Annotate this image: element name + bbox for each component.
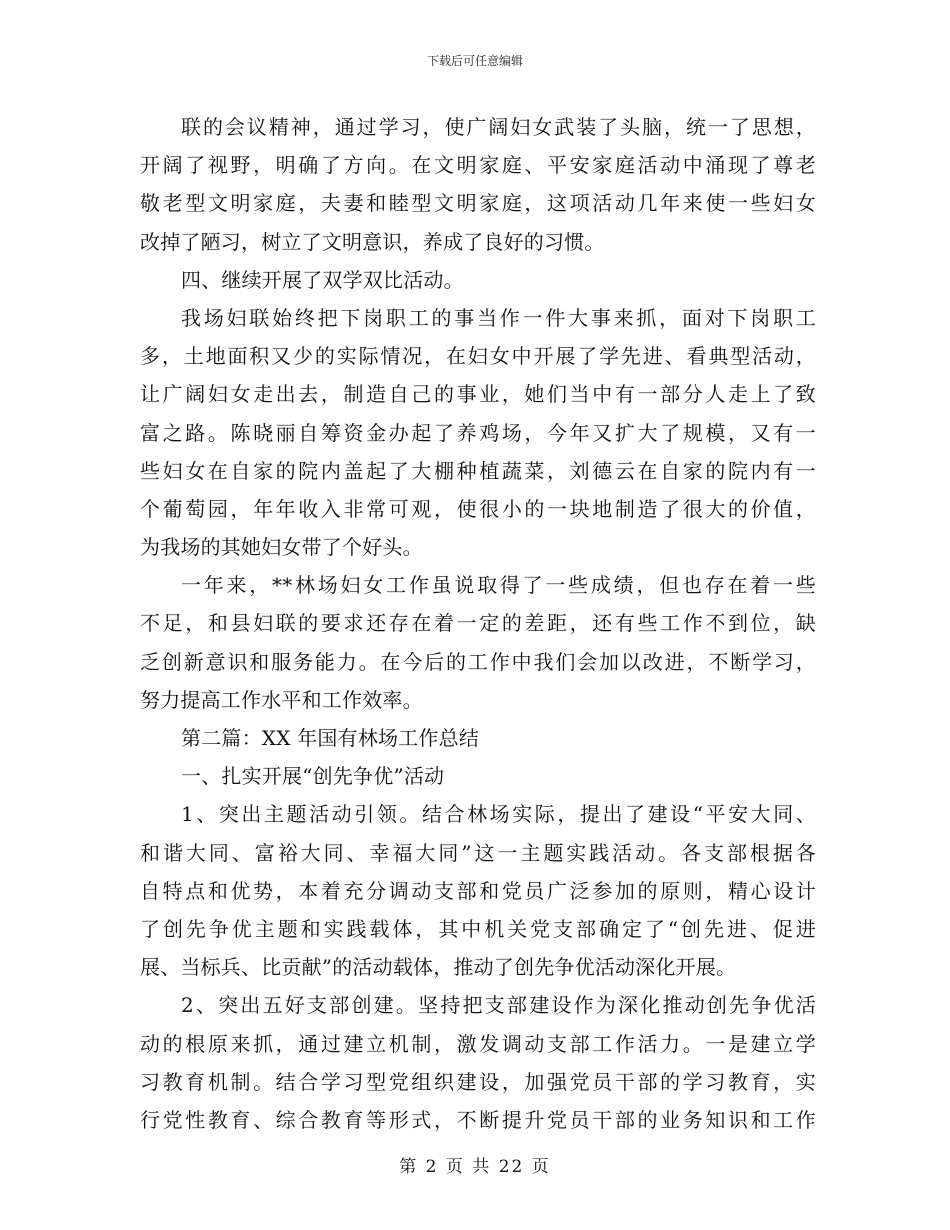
text-line: 富之路。陈晓丽自筹资金办起了养鸡场，今年又扩大了规模，又有一 [140,420,816,445]
text-line: 和谐大同、富裕大同、幸福大同”这一主题实践活动。各支部根据各 [140,840,816,865]
text-line: 联的会议精神，通过学习，使广阔妇女武装了头脑，统一了思想， [181,115,816,139]
page-header: 下载后可任意编辑 [426,54,523,68]
text-line: 1、突出主题活动引领。结合林场实际，提出了建设“平安大同、 [181,802,816,827]
text-line: 一、扎实开展“创先争优”活动 [181,764,445,789]
text-line: 为我场的其她妇女带了个好头。 [140,535,423,560]
text-line: 了创先争优主题和实践载体，其中机关党支部确定了“创先进、促进 [140,916,816,941]
text-line: 不足，和县妇联的要求还存在着一定的差距，还有些工作不到位，缺 [140,611,816,636]
text-line: 自特点和优势，本着充分调动支部和党员广泛参加的原则，精心设计 [140,878,816,903]
text-line: 乏创新意识和服务能力。在今后的工作中我们会加以改进，不断学习， [140,649,816,674]
text-line: 一年来，**林场妇女工作虽说取得了一些成绩，但也存在着一些 [181,573,816,598]
text-line: 敬老型文明家庭，夫妻和睦型文明家庭，这项活动几年来使一些妇女 [140,191,816,216]
text-line: 个葡萄园，年年收入非常可观，使很小的一块地制造了很大的价值， [140,496,816,521]
text-line: 展、当标兵、比贡献”的活动载体，推动了创先争优活动深化开展。 [140,955,737,980]
text-line: 行党性教育、综合教育等形式，不断提升党员干部的业务知识和工作 [140,1107,816,1132]
text-line: 让广阔妇女走出去，制造自己的事业，她们当中有一部分人走上了致 [140,382,816,407]
text-line: 些妇女在自家的院内盖起了大棚种植蔬菜，刘德云在自家的院内有一 [140,458,816,483]
text-line: 我场妇联始终把下岗职工的事当作一件大事来抓，面对下岗职工 [181,305,816,330]
text-line: 改掉了陋习，树立了文明意识，养成了良好的习惯。 [140,229,605,254]
text-line: 多，土地面积又少的实际情况，在妇女中开展了学先进、看典型活动， [140,344,816,369]
document-body [140,108,816,1139]
text-line: 第二篇：XX 年国有林场工作总结 [181,726,480,750]
text-line: 习教育机制。结合学习型党组织建设，加强党员干部的学习教育，实 [140,1069,816,1094]
text-line: 开阔了视野，明确了方向。在文明家庭、平安家庭活动中涌现了尊老 [140,153,816,178]
text-line: 四、继续开展了双学双比活动。 [181,267,464,292]
text-line: 动的根原来抓，通过建立机制，激发调动支部工作活力。一是建立学 [140,1031,816,1056]
page-number: 第 2 页 共 22 页 [399,1157,551,1177]
text-line: 努力提高工作水平和工作效率。 [140,687,423,712]
text-line: 2、突出五好支部创建。坚持把支部建设作为深化推动创先争优活 [181,993,816,1018]
